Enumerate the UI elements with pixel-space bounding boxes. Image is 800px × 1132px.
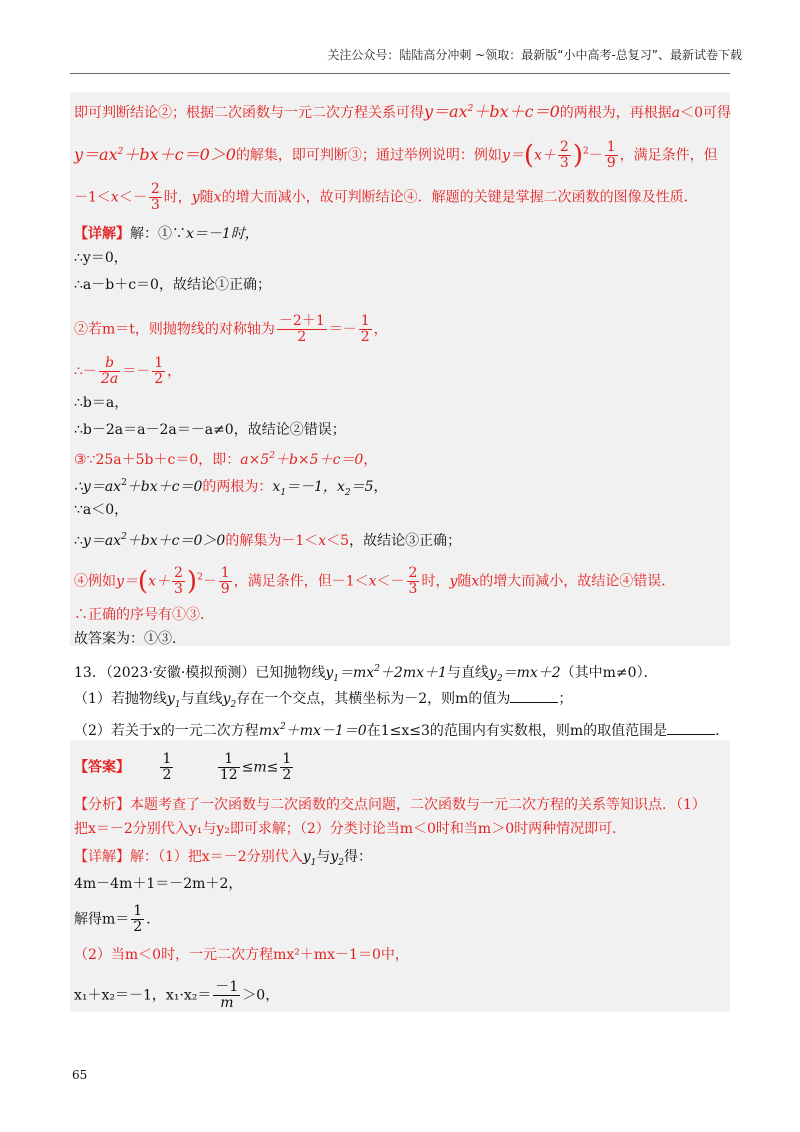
detail-line-11: $\therefore y=ax^2+bx+c=0>0$的解集为－1＜x＜5，故结论③正确； [74,532,462,549]
analysis-text-2: 把x＝－2分别代入y₁与y₂即可求解；（2）分类讨论当m＜0时和当m＞0时两种情况即可． [74,821,627,837]
detail-line-9: $\therefore y=ax^2+bx+c=0$的两根为：$x_1=-1$，$x_2=5$， [74,478,388,498]
solution-line-4: （2）当m＜0时，一元二次方程mx²＋mx－1＝0中， [74,947,409,963]
answer-blank-2[interactable] [667,722,715,735]
answer-line: 【答案】 $\frac{1}{2}$ $\frac{1}{12}$ ≤m≤ $\frac{1}{2}$ [74,751,292,783]
detail-line-13: ∴正确的序号有①③． [74,607,214,623]
solution-line-5: x₁＋x₂＝－1，x₁·x₂＝ $\frac{-1}{m}$ ＞0， [74,979,280,1011]
solution-line-1: 【详解】解：（1）把x＝－2分别代入$y_1$与$y_2$得： [74,849,373,868]
question-13-part-1: （1）若抛物线$y_1$与直线$y_2$存在一个交点，其横坐标为－2，则m的值为 ； [74,691,573,710]
detail-line-6: ∴b＝a， [74,395,129,411]
detail-line-8: ③∵25a＋5b＋c＝0，即：$a\times 5^2+b\times 5+c=0$， [74,451,378,468]
detail-line-5: ∴－ $\frac{b}{2a}$ ＝－ $\frac{1}{2}$ ， [74,355,182,387]
detail-line-3: ∴a－b＋c＝0，故结论①正确； [74,277,271,293]
solution-line-3: 解得m＝ $\frac{1}{2}$ ． [74,903,161,935]
header-rule [70,73,730,74]
analysis-line-2: $y=ax^2+bx+c=0>0$的解集，即可判断③；通过举例说明：例如y＝(x＋ $\frac{2}{3}$ )$^2$－ $\frac{1}{9}$ ，满足条件，但 [74,139,718,171]
detail-line-4: ②若m＝t，则抛物线的对称轴为 $\frac{-2+1}{2}$ ＝－ $\frac{1}{2}$ ， [74,313,388,345]
analysis-line-3: －1＜x＜－ $\frac{2}{3}$ 时，y随x的增大而减小，故可判断结论④．解题的关键是掌握二次函数的图像及性质． [74,181,698,213]
page-header: 关注公众号：陆陆高分冲刺 ~领取：最新版“小中高考-总复习”、最新试卷下载 [327,48,742,62]
answer-blank-1[interactable] [510,690,558,703]
page-number: 65 [72,1068,88,1082]
detail-line-7: ∴b－2a＝a－2a＝－a≠0，故结论②错误； [74,422,346,438]
detail-line-14: 故答案为：①③． [74,631,186,647]
detail-line-12: ④例如y＝(x＋ $\frac{2}{3}$ )$^2$－ $\frac{1}{9}$ ，满足条件，但－1＜x＜－ $\frac{2}{3}$ 时，y随x的增大而减小，故结论④错误． [74,565,676,597]
detail-line-2: ∴y＝0， [74,250,128,266]
detail-line-10: ∵a＜0， [74,502,129,518]
analysis-line-1: 即可判断结论②；根据二次函数与一元二次方程关系可得$y=ax^2+bx+c=0$的两根为，再根据a＜0可得 [74,102,732,121]
solution-line-2: 4m－4m＋1＝－2m＋2， [74,876,243,892]
question-13-part-2: （2）若关于x的一元二次方程$mx^2+mx-1=0$在1≤x≤3的范围内有实数根，则m的取值范围是 ． [74,722,730,739]
question-13: 13．（2023·安徽·模拟预测）已知抛物线$y_1=mx^2+2mx+1$与直线$y_2=mx+2$（其中m≠0）． [74,664,658,684]
detail-line-1: 【详解】解：①∵x＝－1时， [74,226,259,242]
analysis-text-1: 【分析】本题考查了一次函数与二次函数的交点问题，二次函数与一元二次方程的关系等知识点．（1） [74,797,706,813]
